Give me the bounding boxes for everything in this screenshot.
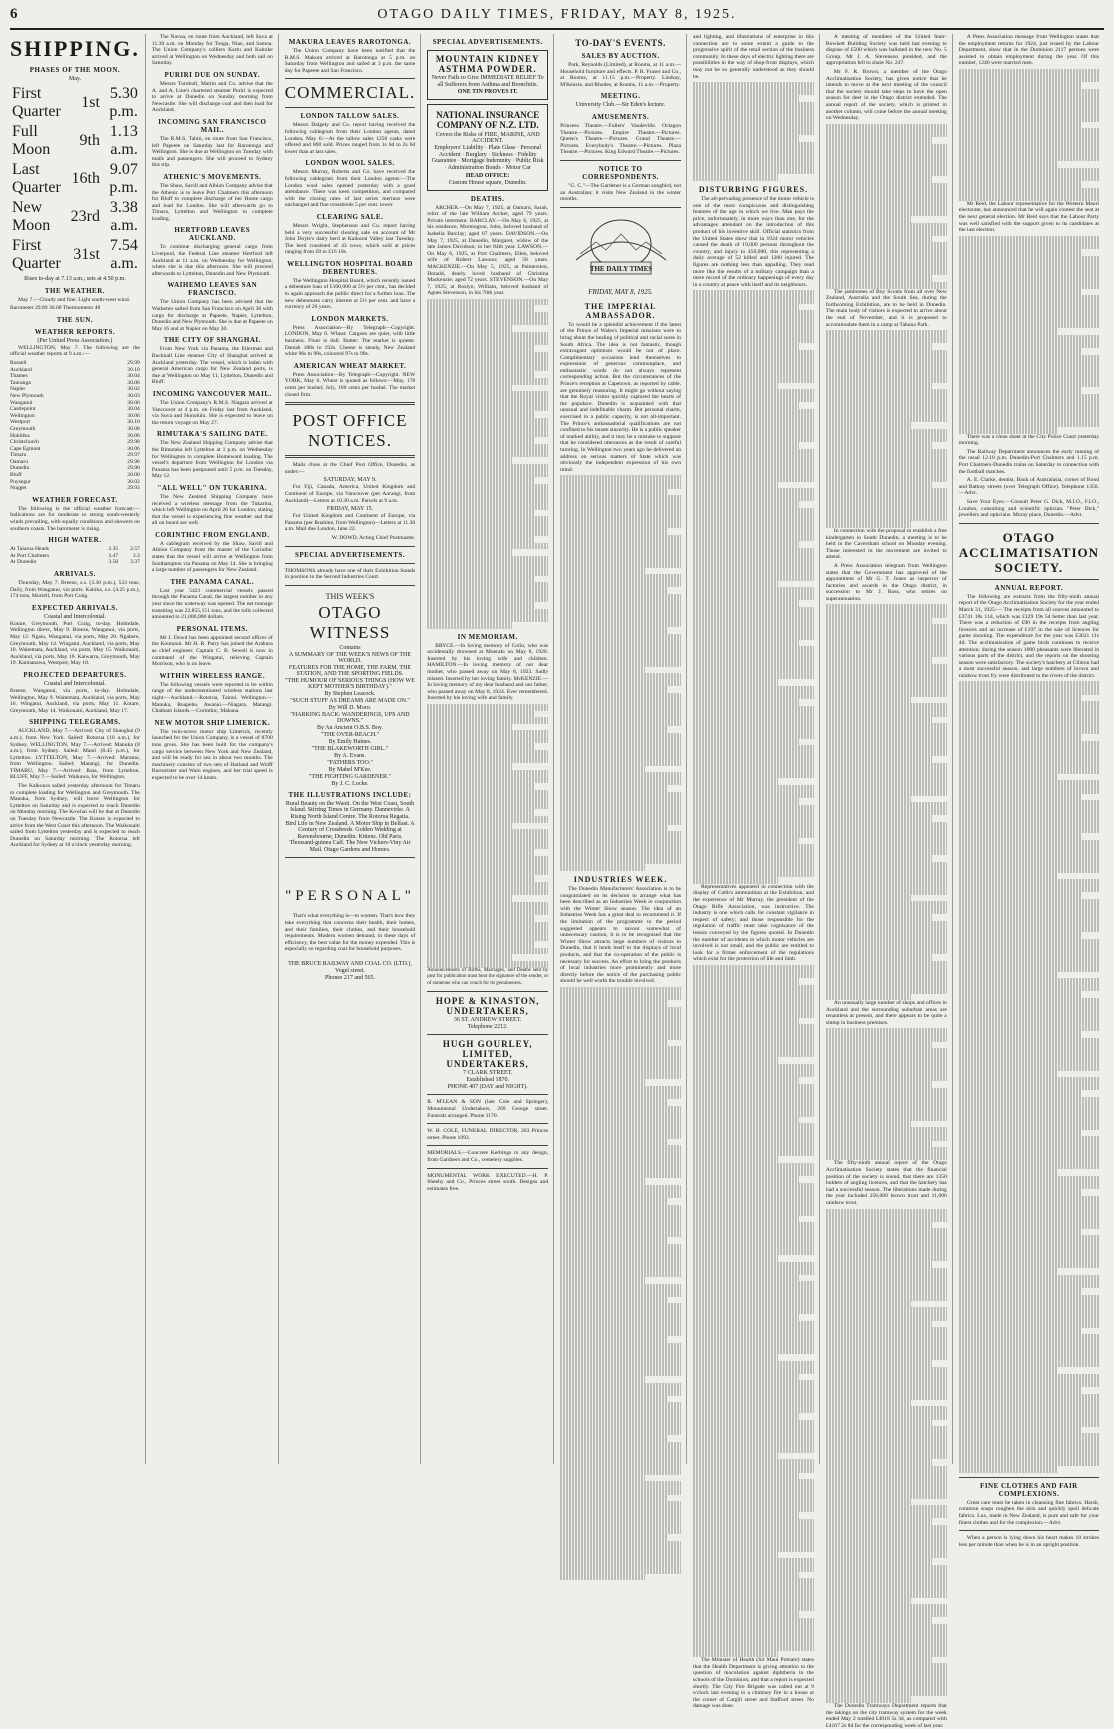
memorials-ad: MEMORIALS.—Concrete Kerbings to any design, from Gardners and Co., cemetery supplies.: [427, 1150, 549, 1163]
moon-time: 7.54 a.m.: [109, 237, 138, 272]
newspaper-title: OTAGO DAILY TIMES, FRIDAY, MAY 8, 1925.: [377, 7, 737, 22]
moon-phase: Last Quarter: [12, 161, 61, 196]
insurance-office-heading: HEAD OFFICE:: [465, 172, 510, 179]
weather-station-row: [10, 400, 140, 407]
tukarina-text: The New Zealand Shipping Company have received a wireless message from the Tukarina, which left Wellington on April 26 for London, stating that the vessel is experiencing fine weather and that all on board are well.: [151, 493, 273, 527]
station-reading: 30.03: [127, 392, 140, 399]
tide-evening: 3.37: [130, 559, 140, 566]
station-name: Thames: [10, 373, 28, 380]
insurance-title: NATIONAL INSURANCE COMPANY OF N.Z. LTD.: [436, 110, 540, 131]
projected-text: Breeze, Wanganui, via ports, to-day. Holmdale, Wellington, May 9. Waitemata, Auckland, via ports, May 16. Wingatui, Auckland, via ports, May 11. Kotare, Greymouth, May 14. Waikouaiti, Auckland, May 17.: [10, 687, 140, 714]
feature-2-by: By Will D. Moro.: [328, 704, 372, 711]
shipping-notes: The Kaikoura sailed yesterday afternoon for Timaru to complete loading for Wellington and Greymouth. The Manuka, from Sydney, will leave Wellington for Lyttelton on Saturday and is expected to reach Dunedin on Monday morning. The Kowhai will be due at Dunedin on Tuesday from Newcastle. The Kotare is expected to arrive from the West Coast this afternoon. The Waikouaiti sailed from Lyttelton yesterday and is expected to reach Dunedin on Saturday morning. The Rotorua left Auckland for Sydney at 10 o'clock yesterday morning.: [10, 783, 140, 849]
station-reading: 30.02: [127, 478, 140, 485]
hospital-heading: WELLINGTON HOSPITAL BOARD DEBENTURES.: [287, 259, 413, 276]
weather-station-row: [10, 419, 140, 426]
monumental-ad: MONUMENTAL WORK EXECUTED.—H. P. Sheehy and Co., Princes street south. Designs and estimates free.: [427, 1172, 549, 1192]
station-reading: 29.99: [127, 359, 140, 366]
station-name: Timaru: [10, 452, 27, 459]
sales-heading: SALES BY AUCTION.: [581, 52, 660, 60]
masthead: [10, 6, 1104, 30]
station-reading: 30.06: [127, 412, 140, 419]
tide-place: At Taiaroa Heads: [10, 546, 49, 553]
makura-text: The Union Company have been notified that the R.M.S. Makura arrived at Rarotonga at 5 p.m. on Saturday from Wellington and sailed at 3 p.m. the same day for Papeete and San Francisco.: [284, 48, 416, 74]
disturbing-heading: DISTURBING FIGURES.: [698, 185, 809, 195]
post-office-heading: POST OFFICE NOTICES.: [292, 411, 408, 451]
station-name: New Plymouth: [10, 392, 44, 399]
ambassador-continued: [560, 475, 681, 871]
station-name: Auckland: [10, 366, 32, 373]
clearing-text: Messrs Wright, Stephenson and Co. report having held a very successful clearing sale on account of Mr John Doyle's dairy herd at Kaikorai Valley last Tuesday. The herd consisted of 43 cows, which sold at prices ranging from £8 to £16 10s.: [284, 222, 416, 256]
weather-text: May 7.—Cloudy and fine. Light south-west wind.: [18, 296, 131, 303]
athenic-text: The Shaw, Savill and Albion Company advise that the Athenic is to leave Port Chalmers this afternoon for Bluff to complete discharge of her Home cargo and load for London. She will afterwards go to Timaru, Lyttelton and Wellington to complete loading.: [151, 182, 273, 222]
page-number: 6: [10, 6, 18, 22]
station-reading: 30.06: [127, 399, 140, 406]
personal-text: That's what everything is—to women. That's how they take everything that concerns their health, their homes, and their families, their clothes, and their household requirements. Modern women demand, in these days of efficiency, the best value for the money expended. This is especially so regarding coal for household purposes.: [284, 913, 416, 953]
station-reading: 30.08: [127, 425, 140, 432]
gourley-phone: PHONE 407 (DAY and NIGHT).: [447, 1084, 528, 1091]
feature-5-by: By A. Evans.: [334, 752, 366, 759]
bruce-address: Vogel street.: [335, 968, 365, 975]
station-reading: 29.97: [127, 452, 140, 459]
column-3: [285, 34, 421, 1464]
projected-heading: PROJECTED DEPARTURES.: [23, 670, 127, 679]
tide-heading: HIGH WATER.: [48, 536, 102, 545]
bruce-company: THE BRUCE RAILWAY AND COAL CO. (LTD.),: [288, 961, 412, 968]
moon-time: 3.38 a.m.: [109, 199, 138, 234]
weather-station-row: [10, 459, 140, 466]
moon-day: 1st: [81, 94, 100, 111]
station-reading: 29.96: [127, 458, 140, 465]
events-heading: TO-DAY'S EVENTS.: [575, 38, 666, 48]
wireless-heading: WITHIN WIRELESS RANGE.: [159, 671, 266, 680]
tide-evening: 3.3: [132, 552, 140, 559]
station-name: Hokitika: [10, 432, 30, 439]
insurance-list: Employers' Liability · Plate Glass · Personal Accident · Burglary · Sickness · Fidelity Guarantee · Mortgage Indemnity · Public Risk · Administration Bonds · Motor Car: [431, 145, 544, 171]
disturbing-text-2: Representatives appeared in connection with the display of Cobb's ammunition at the Exhibition, and the experience of Mr Murray, the president of the Otago Rifle Association, was instructive. The industry is one which calls for constant vigilance in respect of safety; and those responsible for the regulation of traffic must take cognisance of the lesson conveyed by the figures quoted. In Dunedin the number of accidents in which motor vehicles are involved is not small, and the public are entitled to look for a firmer enforcement of the regulations which exist for the protection of life and limb.: [693, 883, 814, 963]
memoriam-heading: IN MEMORIAM.: [457, 632, 518, 641]
station-name: Greymouth: [10, 425, 36, 432]
annual-report-heading: ANNUAL REPORT.: [994, 583, 1064, 592]
special-ads-heading-2: SPECIAL ADVERTISEMENTS.: [432, 38, 543, 46]
memoriam-continued: [427, 704, 548, 968]
tide-morning: 3.50: [108, 559, 119, 566]
hospital-text: The Wellington Hospital Board, which recently issued a debenture loan of £100,000 at 5½ per cent., has decided to again approach the public direct for a further loan. The new debentures carry interest at 5½ per cent. and have a currency of 20 years.: [284, 277, 416, 311]
gourley-established: Established 1870.: [466, 1077, 510, 1084]
column-2: [152, 34, 279, 1464]
moon-day: 16th: [71, 170, 100, 187]
industries-text: The Dunedin Manufacturers' Association is to be congratulated on its decision to arrange what has been described as an Industries Week in conjunction with the Winter Show season. The idea of an Industries Week has a great deal to recommend it. If the limitation of the programme to the period suggested appears to savour somewhat of unnecessary caution, it is to be recognised that the Winter Show attracts large numbers of visitors to Dunedin, that it lends itself to the displays of local products, and that the co-operation of the public is necessary for success. An effort to bring the products of local industries more prominently and more directly before the notice of the purchasing public should be well worth the trouble involved.: [560, 886, 682, 985]
col8-para-6: Save Your Eyes.—Consult Peter G. Dick, M.I.O., F.I.O., London, consulting and scientific optician. "Peter Dick," jewellers and opticians. Moray place, Dunedin.—Advt.: [958, 498, 1099, 519]
feature-7-by: By J. C. Locke.: [331, 780, 369, 787]
station-reading: 30.06: [127, 432, 140, 439]
station-reading: 29.98: [127, 439, 140, 446]
col7-para-6: An unusually large number of shops and offices in Auckland and the surrounding suburban areas are tenantless at present, and there appears to be quite a slump in business premises.: [825, 1000, 947, 1026]
col8-para-2: Mr Reid, the Labour representative for the Western Maori electorate, has announced that he will again contest the seat at the next general election. Mr Reid says that the Labour Party was well satisfied with the support given to its candidates at the last election.: [958, 200, 1099, 234]
weather-station-row: [10, 426, 140, 433]
moon-heading: PHASES OF THE MOON.: [29, 66, 121, 74]
weather-station-row: [10, 452, 140, 459]
weather-reports-intro: WELLINGTON, May 7. The following are the official weather reports at 9 a.m.:—: [10, 344, 140, 358]
gourley-name: HUGH GOURLEY, LIMITED, UNDERTAKERS,: [442, 1039, 533, 1070]
tide-row: [10, 553, 140, 560]
weather-station-row: [10, 360, 140, 367]
column-5: [560, 34, 687, 1464]
station-reading: 30.06: [127, 445, 140, 452]
cole-ad: W. H. COLE, FUNERAL DIRECTOR, 203 Princes street. Phone 1093.: [427, 1128, 549, 1141]
weather-station-row: [10, 406, 140, 413]
personal-items-heading: PERSONAL ITEMS.: [176, 624, 248, 633]
asthma-ad-title: MOUNTAIN KIDNEY ASTHMA POWDER.: [435, 54, 540, 74]
col8-para-5: A. E. Clarke, dentist, Bank of Australasia, corner of Bond and Rattray streets (over Telegraph Office). Telephone 1350.—Advt.: [958, 477, 1099, 497]
otago-witness-title: OTAGO WITNESS: [309, 602, 391, 642]
arrivals-text: Thursday, May 7. Breeze, s.s. (3.30 p.m.), 533 tons, Daily, from Wanganui, via ports. Kahika, s.s. (4.25 p.m.), 174 tons, Murrell, from Port Craig.: [10, 580, 140, 600]
station-name: Westport: [10, 419, 31, 426]
station-name: Puysegur: [10, 478, 31, 485]
station-name: Russell: [10, 359, 27, 366]
post-saturday: SATURDAY, MAY 9.: [323, 477, 377, 484]
postmaster: W. DOWD, Acting Chief Postmaster.: [331, 534, 416, 541]
weather-station-row: [10, 433, 140, 440]
weather-station-row: [10, 479, 140, 486]
col7-para-3: The jamborees of Boy Scouts from all over New Zealand, Australia and the South Sea, during the forthcoming Exhibition, are to be held in Dunedin. The main body of visitors is expected to arrive about the end of November, and it is proposed to accommodate them in a camp at Tahuna Park.: [825, 288, 947, 328]
weather-station-row: [10, 439, 140, 446]
tallow-text: Messrs Dalgety and Co. report having received the following cablegram from their London agents, dated London, May 6:—At the tallow sales 1250 casks were offered and 800 sold. Prices ranged from 1s 6d to 2s 6d lower than at last sales.: [284, 122, 416, 155]
asthma-ad-text: Never Fails to Give IMMEDIATE RELIEF To all Sufferers from Asthma and Bronchitis.: [431, 75, 544, 88]
this-week: THIS WEEK'S: [325, 591, 375, 601]
deaths-heading: DEATHS.: [470, 194, 505, 203]
post-friday-text: For United Kingdom and Continent of Europe, via Panama (per Ruahine, from Wellington)—Letters at 11.30 a.m. Mail due London, June 22.: [284, 513, 416, 533]
station-reading: 30.10: [127, 419, 140, 426]
moon-month: May.: [68, 76, 81, 82]
feature-5: "THE BLAKEWORTH GIRL.": [311, 745, 389, 752]
amusements-text: Princess Theatre.—Fullers' Vaudeville. Octagon Theatre.—Pictures. Empire Theatre.—Pictures. Queen's Theatre.—Pictures. Grand Theatre.—Pictures. Everybody's Theatre.—Pictures. Plaza Theatre.—Pictures. King Edward Theatre.—Pictures.: [560, 122, 682, 156]
forecast-heading: WEATHER FORECAST.: [32, 495, 118, 504]
tide-table: [10, 546, 140, 566]
station-name: Wanganui: [10, 399, 33, 406]
wheat-heading: AMERICAN WHEAT MARKET.: [293, 361, 407, 370]
tide-row: [10, 559, 140, 566]
shanghai-heading: THE CITY OF SHANGHAI.: [163, 336, 261, 345]
sun-line: Rises to-day at 7.13 a.m.; sets at 4.50 p.m.: [24, 276, 126, 282]
tide-row: [10, 546, 140, 553]
forecast-text: The following is the official weather forecast:—Indications are for moderate to strong south-westerly winds prevailing, with squally conditions and showers on southern coasts. The barometer is rising.: [10, 505, 140, 532]
col7-para-5: A Press Association telegram from Wellington states that the Government has approved of the appointment of Mr G. T. Jones as inspector of factories and awards in the Otago district, in succession to Mr J. Ross, who retires on superannuation.: [825, 562, 947, 602]
station-name: Dunedin: [10, 465, 30, 472]
weather-station-row: [10, 393, 140, 400]
sf-mail-heading: INCOMING SAN FRANCISCO MAIL.: [158, 117, 267, 134]
station-reading: 29.90: [127, 465, 140, 472]
weather-stations-table: [10, 360, 140, 492]
feature-3: "HARKING BACK: WANDERINGS, UPS AND DOWNS.": [290, 711, 410, 724]
shanghai-text: From New York via Panama, the Ellerman and Bucknall Line steamer City of Shanghai arrived at Auckland yesterday. The vessel, which is laden with general American cargo for New Zealand ports, is due at Wellington on May 11, Lyttelton, Dunedin and Bluff.: [151, 346, 273, 386]
meeting-text: University Club.—Sir Eden's lecture.: [575, 102, 666, 109]
col8-para-3: There was a clean sheet at the City Police Court yesterday morning.: [958, 433, 1099, 447]
col7-para-7: The fifty-ninth annual report of the Otago Acclimatisation Society states that the financial position of the society is sound, that there are 1350 holders of angling licences, and that the hatchery has had a successful season. The liberations made during the year included 256,000 brown trout and 11,000 rainbow trout.: [825, 1160, 947, 1206]
post-office-text: Mails close at the Chief Post Office, Dunedin, as under:—: [284, 462, 416, 475]
col6-notes: The Minister of Health (Sir Maui Pomare) states that the Health Department is giving attention to the question of inoculation against diphtheria in the schools of the Dominion, and that a report is expected shortly. The City Fire Brigade was called out at 9 o'clock last evening to a chimney fire in a house at the corner of Cargill street and Stafford street. No damage was done.: [693, 1657, 814, 1710]
weather-station-row: [10, 413, 140, 420]
witness-features: FEATURES FOR THE HOME, THE FARM, THE STATION, AND THE SPORTING FIELDS.: [288, 664, 412, 677]
disturbing-continued: [693, 290, 814, 883]
columns: [10, 34, 1104, 1729]
station-name: Cape Egmont: [10, 445, 41, 452]
col6-intro-continued: [693, 82, 814, 181]
moon-day: 9th: [79, 132, 100, 149]
moon-phase: Full Moon: [12, 123, 51, 158]
telegrams-heading: SHIPPING TELEGRAMS.: [29, 718, 121, 727]
hope-kinaston-name: HOPE & KINASTON, UNDERTAKERS,: [435, 996, 540, 1017]
station-name: Nugget: [10, 485, 27, 492]
col2-intro: The Navua, en route from Auckland, left Suva at 11.30 a.m. on Monday for Tonga, Niue, and Samoa. The Union Company's colliers Kartu and Kaitoke arrived at Wellington on Wednesday and both sail on Saturday.: [151, 34, 273, 67]
feature-6-by: By Mabel M'Kee.: [328, 766, 372, 773]
column-4: [427, 34, 554, 1464]
deaths-continued: [427, 299, 548, 629]
tide-place: At Port Chalmers: [10, 552, 50, 559]
wireless-text: The following vessels were reported to be within range of the undermentioned wireless stations last night:—Auckland.—Rotorua, Tainui. Wellington.—Manuka, Ruapehu. Awanui.—Niagara, Matangi. Chatham Islands.—Corinthic, Mahana.: [151, 681, 273, 715]
col7-para-8: The Dunedin Tramways Department reports that the takings on the city tramway system for the week ended May 2 totalled £4018 5s 3d, as compared with £4167 2s 8d for the corresponding week of last year.: [825, 1703, 947, 1729]
deaths-text: ARCHER.—On May 7, 1925, at Oamaru, Sarah, relict of the late William Archer, aged 79 years. Private interment. BARCLAY.—On May 6, 1925, at his residence, Mornington, John, beloved husband of Isabella Barclay; aged 67 years. DAVIDSON.—On May 7, 1925, at Dunedin, Margaret, widow of the late James Davidson; in her 84th year. LAWSON.—On May 6, 1925, at Port Chalmers, Ellen, beloved wife of Robert Lawson; aged 58 years. MACKENZIE.—On May 5, 1925, at Palmerston, Donald, dearly loved husband of Christina Mackenzie; aged 72 years. STEVENSON.—On May 7, 1925, at Roslyn, William, beloved husband of Agnes Stevenson, in his 70th year.: [427, 204, 549, 297]
station-name: Castlepoint: [10, 406, 36, 413]
gourley-address: 7 CLARK STREET.: [462, 1070, 513, 1077]
hope-kinaston-address: 36 ST. ANDREW STREET.: [453, 1017, 522, 1024]
personal-items-text: Mr J. Dowd has been appointed second officer of the Koutunui. Mr H. R. Parry has joined the Arahura as chief engineer. Captain C. B. Sewell is now in command of the Wingatui, relieving Captain Morrison, who is on leave.: [151, 634, 273, 668]
london-markets-text: Press Association—By Telegraph—Copyright. LONDON, May 6. Wheat: Cargoes are quiet, with little business. Flour is dull. Butter: The market is quieter. Danish 188s to 192s. Cheese is steady, New Zealand white 96s to 98s, coloured 97s to 99s.: [284, 324, 416, 358]
post-friday: FRIDAY, MAY 15.: [326, 506, 374, 513]
amusements-heading: AMUSEMENTS.: [591, 112, 650, 121]
col7-para-4: In connection with the proposal to establish a free kindergarten in South Dunedin, a meeting is to be held in the Caversham school on Monday evening. Those interested in the movement are invited to attend.: [825, 527, 947, 561]
asthma-ad-tag: ONE TIN PROVES IT.: [457, 89, 518, 96]
col8-para-4: The Railway Department announces the early running of the usual 12.10 p.m. Dunedin-Port Chalmers and 1.15 p.m. Port Chalmers-Dunedin trains on Saturday in connection with the football matches.: [958, 448, 1099, 475]
panama-text: Last year 5421 commercial vessels passed through the Panama Canal, the largest number in any year since the waterway was opened. The net tonnage transiting was 22,855,151 tons, and the tolls collected amounted to 21,000,000 dollars.: [151, 587, 273, 621]
station-name: Oamaru: [10, 458, 29, 465]
expected-text: Kotare, Greymouth, Port Craig, to-day. Holmdale, Wellington direct, May 9. Breeze, Wanganui, via ports, May 12. Ngaio, Wanganui, via ports, May 20. Ngahere, Greymouth, May 14. Wingatui, Auckland, via ports, May 10. Waitemata, Auckland, via ports, May 15. Waikouaiti, Auckland, via ports, May 16. Kaiwarra, Greymouth, May 19. Kaimanawa, Westport, May 18.: [10, 620, 140, 667]
acclimatisation-heading: OTAGO ACCLIMATISATION SOCIETY.: [958, 529, 1099, 575]
weather-station-row: [10, 386, 140, 393]
annual-report-text: The following are extracts from the fifty-ninth annual report of the Otago Acclimatisation Society for the year ended March 31, 1925:— The receipts from all sources amounted to £3741 18s 11d, which was £129 19s 5d better than last year. There was a reduction of £90 in the receipts from angling licences and an increase of £197 in the sale of licences for game shooting. The expenditure for the year was £3621 11s 4d. The acclimatisation of game birds continues to receive attention; during the season 1000 pheasants were liberated in various parts of the district, and the reports on the shooting season were satisfactory. The society's hatchery at Clinton had a most successful season, and large numbers of brown and rainbow trout fry were distributed to the rivers of the district.: [958, 593, 1099, 679]
moon-time: 9.07 p.m.: [109, 161, 138, 196]
emblem-label: THE DAILY TIMES: [589, 264, 652, 273]
sun-heading: THE SUN.: [56, 315, 94, 324]
telegrams-text: AUCKLAND, May 7.—Arrived: City of Shanghai (9 a.m.), from New York. Sailed: Rotorua (10 a.m.), for Sydney. WELLINGTON, May 7.—Arrived: Manuka (8 a.m.), from Sydney. Sailed: Maori (8.45 p.m.), for Lyttelton. LYTTELTON, May 7.—Arrived: Marama, from Wellington. Sailed: Matangi, for Dunedin. TIMARU, May 7.—Arrived: Rata, from Lyttelton. BLUFF, May 7.—Sailed: Waikawa, for Wellington.: [10, 728, 140, 781]
corinthic-heading: CORINTHIC FROM ENGLAND.: [155, 530, 270, 539]
station-reading: 29.93: [127, 485, 140, 492]
sales-text: Park, Reynolds (Limited), at Rooms, at 11 a.m.—Household furniture and effects. P. R. Fraser and Co., at Rooms, at 11.15 p.m.—Property. Lindsay, M'Kenzie, and Rhodes, at Rooms, 11 a.m.—Property.: [560, 62, 682, 88]
feature-3-by: By An Ancient O.B.S. Boy.: [317, 724, 383, 731]
date-line: FRIDAY, MAY 8, 1925.: [588, 287, 653, 296]
puriri-text: Messrs Turnbull, Martin and Co. advise that the A. and A. Line's chartered steamer Puriri is expected to arrive at Dunedin on Sunday morning from Newcastle. She will discharge coal and then load for Auckland.: [151, 80, 273, 114]
tide-place: At Dunedin: [10, 559, 37, 566]
weather-station-row: [10, 380, 140, 387]
personal-title: "PERSONAL": [285, 888, 415, 905]
station-name: Bluff: [10, 472, 22, 479]
weather-station-row: [10, 472, 140, 479]
col8-para-1: A Press Association message from Wellington states that the employment returns for 1924, just issued by the Labour Department, show that in the Dominion 2117 persons were assisted to obtain employment during the year. Of this number, 1246 were married men.: [958, 34, 1099, 67]
vancouver-heading: INCOMING VANCOUVER MAIL.: [152, 389, 272, 398]
illustrations-heading: THE ILLUSTRATIONS INCLUDE:: [288, 790, 412, 799]
daily-times-emblem: [566, 214, 676, 282]
athenic-heading: ATHENIC'S MOVEMENTS.: [163, 172, 262, 181]
moon-phase: First Quarter: [12, 237, 61, 272]
weather-station-row: [10, 446, 140, 453]
clearing-heading: CLEARING SALE.: [316, 212, 384, 221]
correspondents-text: "G. C."—The Gardener is a German songbird, not an Australian; it visits New Zealand in the winter months.: [560, 182, 682, 203]
tukarina-heading: "ALL WELL" ON TUKARINA.: [157, 483, 268, 492]
weather-station-row: [10, 485, 140, 492]
annual-report-continued: [959, 681, 1099, 1472]
wool-text: Messrs Murray, Roberts and Co. have received the following cablegram from their London agents:—The London wool sales opened yesterday with a good attendance. There was keen competition, and compared with the closing rates of last series merinos were unchanged and fine crossbreds 5 per cent. lower.: [284, 169, 416, 209]
asthma-ad: [427, 50, 548, 100]
station-name: Napier: [10, 386, 26, 393]
column-1: [10, 34, 146, 1464]
memoriam-text: BRYCE.—In loving memory of Colin, who was accidentally drowned at Moeraki on May 8, 1920. Inserted by his loving wife and children. HAMILTON.—In loving memory of our dear mother, who passed away on May 8, 1923. Sadly missed. Inserted by her loving family. McKENZIE.—In loving memory of my dear husband and our father, who passed away on May 8, 1924. Ever remembered. Inserted by his loving wife and family.: [427, 642, 549, 702]
illustrations-text: Rural Beauty on the Waoti. On the West Coast, South Island. Stirring Times in Germany. Dannevirke. A Rising North Island Centre. The Rotorua Regatta. Bird Life in New Zealand. A Motor Ship in Belfast. A Century of Crossbreds. Golden Wedding at Ravensbourne, Dunedin. Kittens. Old Paris. Thousand-guinea Calf. The New Vickers-Viny Air Mail. Otago Gardens and Homes.: [285, 800, 415, 853]
hertford-heading: HERTFORD LEAVES AUCKLAND.: [174, 226, 251, 243]
mclean-ad: R. M'LEAN & SON (late Cole and Springer), Monumental Undertakers, 269 George street. Funerals arranged. Phone 1170.: [427, 1099, 549, 1119]
expected-heading: EXPECTED ARRIVALS.: [31, 603, 118, 612]
tide-evening: 2.57: [130, 546, 140, 553]
thomsons-ad: THOMSONS already have one of their Exhibition Stands in position in the Second Industries Court.: [284, 567, 416, 581]
correspondents-heading: NOTICE TO CORRESPONDENTS.: [582, 164, 659, 181]
station-name: Wellington: [10, 412, 35, 419]
wheat-text: Press Association—By Telegraph—Copyright. NEW YORK, May 6. Wheat is quoted as follows:—May, 178 cents per bushel; July, 160 cents per bushel. The market closed firm.: [284, 371, 416, 398]
moon-time: 5.30 p.m.: [109, 85, 138, 120]
corinthic-text: A cablegram received by the Shaw, Savill and Albion Company from the master of the Corinthic states that the vessel will arrive at Wellington from Southampton via Panama on May 14. She is bringing a large number of passengers for New Zealand.: [151, 540, 273, 574]
column-7: [825, 34, 953, 1729]
moon-row: [12, 85, 138, 121]
station-reading: 30.10: [127, 366, 140, 373]
limerick-text: The twin-screw motor ship Limerick, recently launched for the Union Company, is a vessel of 8700 tons gross. She has been built for the company's cargo service between New York and New Zealand, and will be ready for sea in about two months. The machinery consists of two sets of Harland and Wolff Burmeister and Wain engines, and her trial speed is expected to be over 14 knots.: [151, 728, 273, 781]
waihemo-heading: WAIHEMO LEAVES SAN FRANCISCO.: [167, 281, 258, 298]
tallow-heading: LONDON TALLOW SALES.: [300, 112, 400, 121]
moon-table: [10, 83, 140, 275]
commercial-heading: COMMERCIAL.: [284, 83, 416, 103]
moon-day: 31st: [73, 246, 100, 263]
tide-morning: 3.47: [108, 552, 119, 559]
moon-phase: First Quarter: [12, 85, 61, 120]
moon-phase: New Moon: [12, 199, 51, 234]
limerick-heading: NEW MOTOR SHIP LIMERICK.: [154, 718, 271, 727]
ambassador-heading: THE IMPERIAL AMBASSADOR.: [584, 301, 657, 320]
panama-heading: THE PANAMA CANAL.: [170, 577, 255, 586]
bruce-phone: Phones 217 and 565.: [324, 975, 375, 982]
industries-continued: [560, 987, 681, 1580]
hope-kinaston-phone: Telephone 2212.: [467, 1024, 508, 1031]
projected-sub: Coastal and Intercolonial.: [44, 680, 106, 687]
weather-station-row: [10, 465, 140, 472]
weather-heading: THE WEATHER.: [44, 286, 106, 295]
vancouver-text: The Union Company's R.M.S. Niagara arrived at Vancouver at 4 p.m. on Friday last from Auckland, via Suva and Honolulu. She is expected to leave on the return voyage on May 27.: [151, 399, 273, 426]
post-saturday-text: For Fiji, Canada, America, United Kingdom and Continent of Europe, via Vancouver (per Aorangi, from Auckland)—Letters at 10.30 a.m. Parcels at 9 a.m.: [284, 484, 416, 504]
arrivals-heading: ARRIVALS.: [53, 570, 96, 578]
tide-morning: 2.35: [108, 546, 119, 553]
moon-row: [12, 123, 138, 159]
weather-station-row: [10, 367, 140, 374]
weather-station-row: [10, 373, 140, 380]
feature-6: "FATHERS TOO.": [327, 759, 373, 766]
wool-heading: LONDON WOOL SALES.: [305, 159, 395, 168]
meeting-heading: MEETING.: [600, 92, 641, 101]
weather-readings: Barometer 29.89 30.00 Thermometer 48: [10, 305, 101, 312]
col7-para-1: A meeting of members of the United Starr-Bowkett Building Society was held last evening to dispose of £500 which was balloted in the new No. 5 Group. Mr J. A. Stevenson presided, and the appropriation fell to share No. 247.: [825, 34, 947, 67]
rimutaka-heading: RIMUTAKA'S SAILING DATE.: [156, 430, 268, 439]
col6-continued: [693, 965, 814, 1657]
special-ads-heading: SPECIAL ADVERTISEMENTS.: [294, 550, 406, 559]
station-name: Christchurch: [10, 439, 39, 446]
feature-2: "SUCH STUFF AS DREAMS ARE MADE ON.": [290, 697, 410, 704]
feature-7: "THE FIGHTING GARDENER.": [308, 773, 392, 780]
weather-reports-heading: WEATHER REPORTS.: [34, 327, 116, 336]
heart-fact: When a person is lying down his heart makes 10 strokes less per minute than when he is in an upright position.: [958, 1535, 1099, 1548]
moon-time: 1.13 a.m.: [109, 123, 138, 158]
announcement-notice: Announcements of Births, Marriages, and Deaths sent by post for publication must bear the signature of the sender, or of someone who can vouch for its genuineness.: [427, 967, 549, 986]
feature-4-by: By Emily Haines.: [328, 738, 372, 745]
col6-intro: and lighting, and illustrations of enterprise in this connection are to some extent a guide to the progressive spirit of the retail section of the business community. In these days of electric lighting there are possibilities in the way of shop-front displays, which may not be so generally understood as they should be.: [693, 34, 814, 80]
rimutaka-text: The New Zealand Shipping Company advise that the Rimutaka left Lyttelton at 1 p.m. on Wednesday for Wellington to complete Homeward loading. The vessel's departure from Wellington for London via Panama has been postponed until 5 p.m. on Tuesday, May 12.: [151, 440, 273, 480]
witness-summary: A SUMMARY OF THE WEEK'S NEWS OF THE WORLD.: [288, 651, 412, 664]
moon-row: [12, 237, 138, 273]
column-6: [693, 34, 820, 1710]
station-reading: 30.06: [127, 379, 140, 386]
fine-clothes-heading: FINE CLOTHES AND FAIR COMPLEXIONS.: [980, 1481, 1078, 1498]
station-reading: 30.02: [127, 386, 140, 393]
waihemo-text: The Union Company has been advised that the Waihemo sailed from San Francisco on April 30 with cargo for discharge at Papeete, Napier, Lyttelton, Dunedin and New Plymouth. She is due at Papeete on May 16 and at Napier on May 30.: [151, 299, 273, 332]
feature-1-by: By Stephen Leacock.: [324, 690, 376, 697]
moon-row: [12, 199, 138, 235]
col7-para-2: Mr F. R. Brown, a member of the Otago Acclimatisation Society, has given notice that he intends to move at the next meeting of the council that the society should take steps to have the open season for deer in the Otago district extended. The annual report of the society, which is printed in another column, will come before the annual meeting on Wednesday.: [825, 68, 947, 122]
expected-sub: Coastal and Intercolonial.: [44, 613, 106, 620]
station-reading: 30.04: [127, 373, 140, 380]
puriri-heading: PURIRI DUE ON SUNDAY.: [164, 70, 261, 79]
sf-mail-text: The R.M.S. Tahiti, en route from San Francisco, left Papeete on Saturday last for Rarotonga and Wellington. She is due at Wellington on Tuesday with mails and passengers. She will proceed to Sydney this trip.: [151, 135, 273, 169]
weather-reports-sub: (Per United Press Association.): [37, 337, 113, 344]
fine-clothes-text: Great care must be taken in cleansing fine fabrics. Harsh, common soaps roughen the skin and quickly spoil delicate fabrics. Lux, made in New Zealand, is pure and safe for your finest clothes and for the complexion.—Advt.: [958, 1499, 1099, 1526]
insurance-covers: Covers the Risks of FIRE, MARINE, AND ACCIDENT.: [435, 132, 540, 145]
contains: Contains: [339, 644, 361, 651]
shipping-heading: SHIPPING.: [10, 36, 140, 61]
station-reading: 30.04: [127, 406, 140, 413]
feature-1: "THE HUMOUR OF SERIOUS THINGS (HOW WE KEPT MOTHER'S BIRTHDAY).": [285, 677, 415, 690]
station-reading: 30.00: [127, 472, 140, 479]
moon-day: 23rd: [70, 208, 100, 225]
station-name: Tauranga: [10, 379, 31, 386]
hertford-text: To continue discharging general cargo from Liverpool, the Federal Line steamer Hertford left Auckland at 11 a.m. on Wednesday for Wellington, where she is due this afternoon. She will proceed afterwards to Lyttelton, Dunedin and New Plymouth.: [151, 244, 273, 277]
london-markets-heading: LONDON MARKETS.: [311, 314, 389, 323]
insurance-office: Custom House square, Dunedin.: [448, 179, 527, 186]
ambassador-text: To would be a splendid achievement if the latest of the Prince of Wales's Imperial missions were to bring about the healing of political and racial sores in South Africa. The idea is not fantastic, though extravagant optimism would be out of place. Complimentary occasions lend themselves to expressions of generous commonplace, and enthusiastic words do not always represent corresponding action. But the circumstances of the Prince's reception at Capetown, as reported by cable, are genuinely reassuring. It might go without saying that the Royal visitor quickly captured the hearts of the populace. Dunedin is acquainted with that unusual and indefinable charm. But personal charm, exercised in a public capacity, is not all-important. The Prince's ambassadorial qualifications are not confined to his innate sincerity. He is a public speaker of marked ability, and it may be a mistake to suppose that he considered utterances as the result of careful tutoring. In Wellington two years ago he delivered an address on serious matters of State which was obviously the independent expression of his own mind.: [560, 321, 682, 473]
makura-heading: MAKURA LEAVES RAROTONGA.: [288, 38, 412, 46]
insurance-ad: [427, 104, 548, 190]
column-8: [958, 34, 1104, 1548]
disturbing-text: The all-pervading presence of the motor vehicle is one of the most conspicuous and distinguishing features of the age in which we live. Man pays the price, unfortunately, in more ways than one, for the advantages attendant on the introduction of this product of his inventive skill. Official statistics from the United States show that in 1924 motor vehicles caused the death of 19,000 persons throughout the country, and injury to 450,000, this representing a daily average of 52 killed and 1200 injured. The figures are nothing less than appalling. They read more like the results of a military campaign than a mere record of the ordinary happenings of every day in a country at peace with itself and its neighbours.: [693, 196, 814, 288]
moon-row: [12, 161, 138, 197]
industries-heading: INDUSTRIES WEEK.: [573, 875, 668, 884]
feature-4: "THE OVER-REACH.": [320, 731, 380, 738]
